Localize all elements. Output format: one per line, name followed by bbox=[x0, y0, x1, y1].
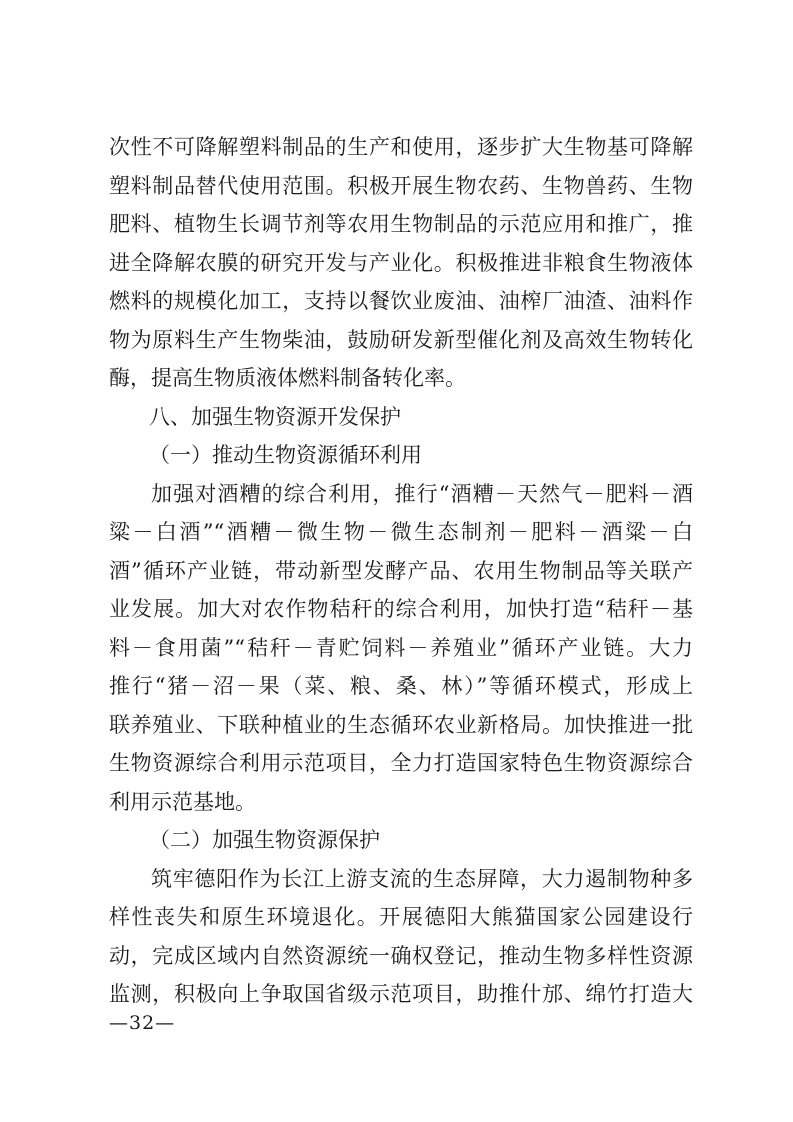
text-line: 肥料、植物生长调节剂等农用生物制品的示范应用和推广，推 bbox=[109, 212, 693, 236]
subsection-heading-1: （一）推动生物资源循环利用 bbox=[149, 443, 422, 467]
text-line: 推行“猪－沼－果（菜、粮、桑、林）”等循环模式，形成上 bbox=[109, 674, 693, 698]
text-line: 样性丧失和原生环境退化。开展德阳大熊猫国家公园建设行 bbox=[109, 905, 693, 929]
subsection-2-paragraph bbox=[109, 860, 693, 1014]
text-line: 利用示范基地。 bbox=[109, 789, 256, 814]
intro-paragraph bbox=[109, 128, 693, 398]
document-page bbox=[109, 128, 693, 1014]
text-line: 次性不可降解塑料制品的生产和使用，逐步扩大生物基可降解 bbox=[109, 135, 693, 159]
text-line: 生物资源综合利用示范项目，全力打造国家特色生物资源综合 bbox=[109, 751, 693, 775]
text-line: 动，完成区域内自然资源统一确权登记，推动生物多样性资源 bbox=[109, 943, 693, 968]
section-heading: 八、加强生物资源开发保护 bbox=[149, 404, 401, 429]
text-line: 联养殖业、下联种植业的生态循环农业新格局。加快推进一批 bbox=[109, 712, 693, 737]
subsection-heading-2: （二）加强生物资源保护 bbox=[149, 828, 380, 852]
text-line: 料－食用菌”“秸秆－青贮饲料－养殖业”循环产业链。大力 bbox=[109, 635, 693, 660]
text-line: 物为原料生产生物柴油，鼓励研发新型催化剂及高效生物转化 bbox=[109, 327, 693, 352]
page-number: —32— bbox=[109, 1012, 176, 1034]
text-line: 加强对酒糟的综合利用，推行“酒糟－天然气－肥料－酒 bbox=[151, 481, 693, 506]
text-line: 进全降解农膜的研究开发与产业化。积极推进非粮食生物液体 bbox=[109, 250, 693, 275]
text-line: 粱－白酒”“酒糟－微生物－微生态制剂－肥料－酒粱－白 bbox=[109, 520, 693, 544]
text-line: 业发展。加大对农作物秸秆的综合利用，加快打造“秸秆－基 bbox=[109, 597, 693, 621]
text-line: 监测，积极向上争取国省级示范项目，助推什邡、绵竹打造大 bbox=[109, 982, 693, 1006]
subsection-1-paragraph bbox=[109, 475, 693, 822]
text-line: 塑料制品替代使用范围。积极开展生物农药、生物兽药、生物 bbox=[109, 173, 693, 198]
text-line: 酒”循环产业链，带动新型发酵产品、农用生物制品等关联产 bbox=[109, 558, 693, 583]
text-line: 燃料的规模化加工，支持以餐饮业废油、油榨厂油渣、油料作 bbox=[109, 289, 693, 313]
text-line: 酶，提高生物质液体燃料制备转化率。 bbox=[109, 366, 466, 390]
text-line: 筑牢德阳作为长江上游支流的生态屏障，大力遏制物种多 bbox=[151, 866, 693, 891]
